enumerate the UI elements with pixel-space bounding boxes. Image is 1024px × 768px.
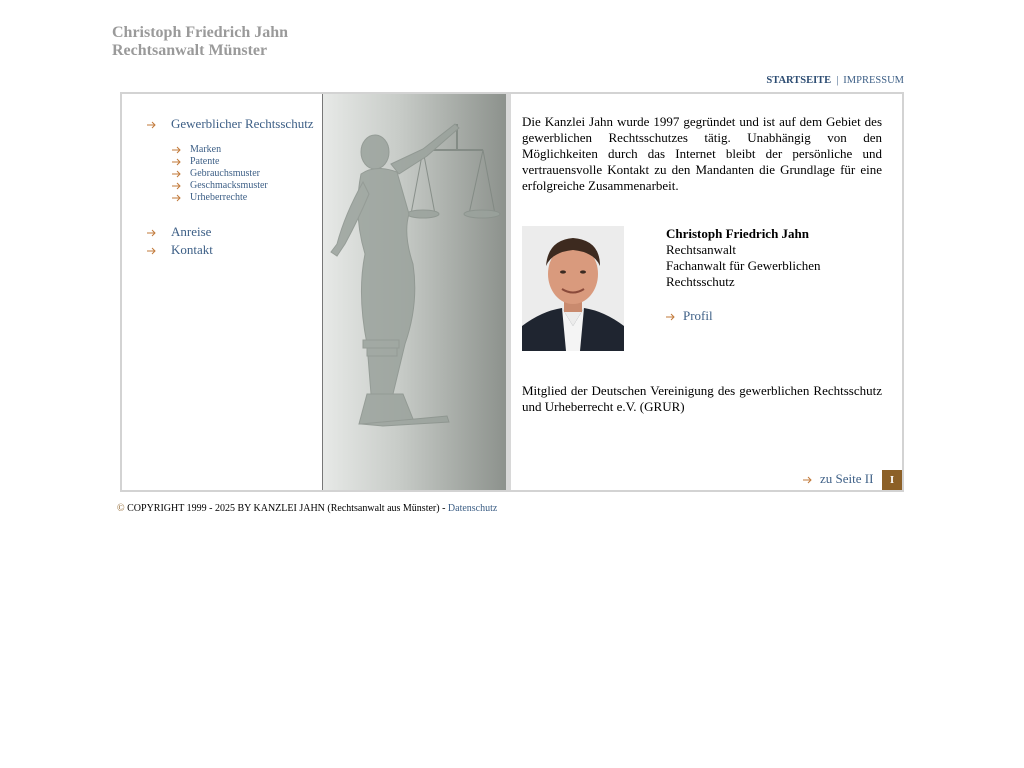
top-navigation — [766, 75, 904, 86]
sidebar-item-gewerblicher-rechtsschutz[interactable] — [147, 116, 314, 132]
nav-impressum-link[interactable]: IMPRESSUM — [843, 75, 904, 86]
membership-text: Mitglied der Deutschen Vereinigung des gewerblichen Rechtsschutz und Urheberrecht e.V. (GRUR) — [522, 383, 882, 414]
sidebar-subitem-gebrauchsmuster[interactable]: Gebrauchsmuster — [172, 168, 268, 180]
arrow-right-icon — [803, 471, 820, 487]
arrow-right-icon — [172, 192, 190, 204]
site-title-line2: Rechtsanwalt Münster — [112, 42, 268, 59]
profil-link[interactable] — [666, 308, 713, 324]
next-page-label: zu Seite II — [820, 471, 874, 486]
current-page-badge: I — [882, 470, 902, 490]
person-role: Rechtsanwalt — [666, 242, 737, 257]
justitia-statue-image — [323, 94, 511, 490]
footer — [117, 503, 497, 514]
arrow-right-icon — [666, 308, 683, 324]
next-page-link[interactable] — [803, 471, 873, 487]
nav-startseite-link[interactable]: STARTSEITE — [766, 75, 832, 86]
profil-link-label: Profil — [683, 308, 713, 323]
arrow-right-icon — [172, 144, 190, 156]
site-title-line1: Christoph Friedrich Jahn — [112, 24, 289, 41]
person-specialty-line1: Fachanwalt für Gewerblichen — [666, 258, 821, 273]
arrow-right-icon — [172, 156, 190, 168]
intro-text: Die Kanzlei Jahn wurde 1997 gegründet und ist auf dem Gebiet des gewerblichen Rechtsschutzes tätig. Unabhängig von den Möglichkeiten durch das Internet bleibt der persönliche und vertrauensvolle Kontakt zu den Mandanten die Grundlage für eine erfolgreiche Zusammenarbeit. — [522, 114, 882, 193]
copyright-icon: © — [117, 503, 125, 514]
sidebar-item-label: Anreise — [171, 224, 212, 239]
copyright-text: COPYRIGHT 1999 - 2025 BY KANZLEI JAHN (Rechtsanwalt aus Münster) - — [124, 503, 448, 514]
sidebar — [122, 94, 323, 490]
person-name: Christoph Friedrich Jahn — [666, 226, 810, 241]
datenschutz-link[interactable]: Datenschutz — [447, 503, 498, 514]
main-content — [522, 114, 882, 194]
subnav — [172, 144, 268, 204]
sidebar-item-label: Gewerblicher Rechtsschutz — [171, 116, 314, 131]
person-specialty-line2: Rechtsschutz — [666, 274, 735, 289]
sidebar-subitem-geschmacksmuster[interactable]: Geschmacksmuster — [172, 180, 268, 192]
arrow-right-icon — [172, 180, 190, 192]
profile-photo — [522, 226, 624, 351]
nav-separator: | — [836, 75, 839, 86]
arrow-right-icon — [172, 168, 190, 180]
sidebar-item-label: Kontakt — [171, 242, 213, 257]
arrow-right-icon — [147, 116, 171, 132]
sidebar-subitem-patente[interactable]: Patente — [172, 156, 268, 168]
sidebar-item-anreise[interactable] — [147, 224, 211, 240]
arrow-right-icon — [147, 242, 171, 258]
person-info — [666, 226, 821, 290]
divider — [506, 94, 511, 490]
content-frame — [120, 92, 904, 492]
justitia-statue-icon — [323, 94, 511, 490]
sidebar-subitem-urheberrechte[interactable]: Urheberrechte — [172, 192, 268, 204]
site-title — [112, 24, 288, 60]
sidebar-item-kontakt[interactable] — [147, 242, 213, 258]
sidebar-subitem-marken[interactable]: Marken — [172, 144, 268, 156]
person-photo-icon — [522, 226, 624, 351]
arrow-right-icon — [147, 224, 171, 240]
